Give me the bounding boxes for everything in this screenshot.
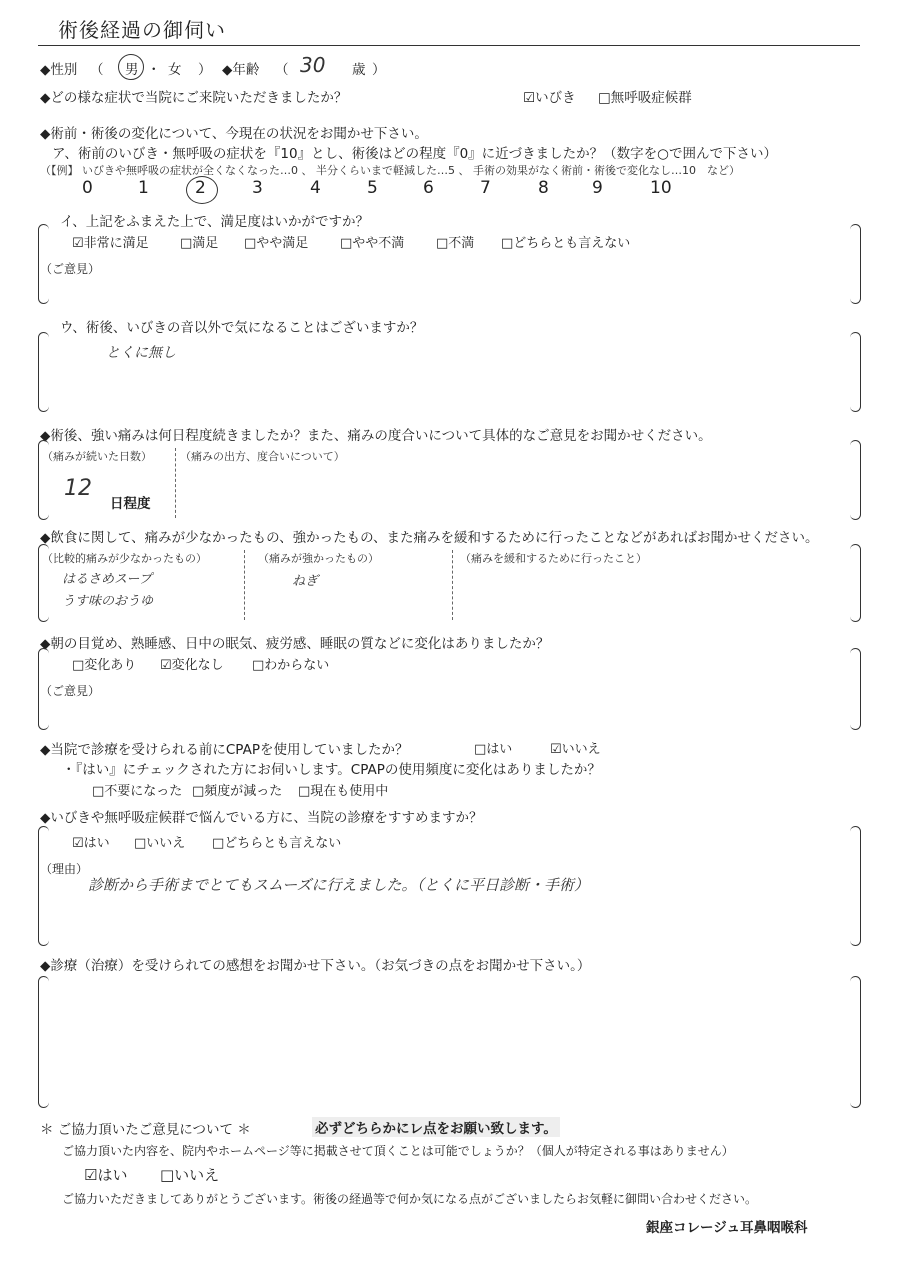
age-label: ◆年齢 xyxy=(222,62,260,78)
bracket-left xyxy=(38,332,49,412)
q8-answer-area[interactable] xyxy=(52,990,842,1094)
bracket-right xyxy=(850,332,861,412)
satisfaction-very-satisfied[interactable]: ☑非常に満足 xyxy=(72,236,149,251)
clinic-name: 銀座コレージュ耳鼻咽喉科 xyxy=(646,1220,808,1236)
q2-i-question: イ、上記をふまえた上で、満足度はいかがですか？ xyxy=(60,214,370,230)
q1-option-apnea[interactable]: □無呼吸症候群 xyxy=(598,90,692,106)
q2-u-question: ウ、術後、いびきの音以外で気になることはございますか？ xyxy=(60,320,424,336)
sex-dot: ・ xyxy=(147,62,161,78)
q6-option-no[interactable]: ☑いいえ xyxy=(550,742,601,757)
bracket-right xyxy=(850,976,861,1108)
scale-option-2[interactable]: 2 xyxy=(195,178,206,198)
q3-degree-label: （痛みの出方、度合いについて） xyxy=(180,450,345,463)
q3-days-value[interactable]: 12 xyxy=(64,476,92,501)
footer-note: ＊ ご協力頂いたご意見について ＊ xyxy=(40,1122,251,1138)
scale-option-8[interactable]: 8 xyxy=(538,178,549,198)
scale-option-4[interactable]: 4 xyxy=(310,178,321,198)
footer-consent-question: ご協力頂いた内容を、院内やホームページ等に掲載させて頂くことは可能でしょうか？（個人が特定される事はありません） xyxy=(62,1144,734,1158)
bracket-right xyxy=(850,544,861,622)
scale-option-0[interactable]: 0 xyxy=(82,178,93,198)
scale-option-6[interactable]: 6 xyxy=(423,178,434,198)
age-open-paren: （ xyxy=(275,62,289,78)
sex-close-paren: ） xyxy=(198,62,212,78)
sex-female-option[interactable]: 女 xyxy=(168,62,182,78)
scale-option-10[interactable]: 10 xyxy=(650,178,672,198)
satisfaction-dissatisfied[interactable]: □不満 xyxy=(436,236,475,251)
q7-option-neither[interactable]: □どちらとも言えない xyxy=(212,836,342,851)
q4-col1-label: （比較的痛みが少なかったもの） xyxy=(42,552,207,565)
q7-reason-label: （理由） xyxy=(40,862,89,876)
q7-option-no[interactable]: □いいえ xyxy=(134,836,186,851)
q5-option-no-change[interactable]: ☑変化なし xyxy=(160,658,224,673)
sex-label: ◆性別 xyxy=(40,62,78,78)
page-title: 術後経過の御伺い xyxy=(58,18,226,42)
bracket-right xyxy=(850,648,861,730)
q4-question: ◆飲食に関して、痛みが少なかったもの、強かったもの、また痛みを緩和するために行ったことなどがあればお聞かせください。 xyxy=(40,530,819,546)
q3-days-label: （痛みが続いた日数） xyxy=(42,450,152,463)
column-divider xyxy=(244,550,245,620)
q8-question: ◆診療（治療）を受けられての感想をお聞かせ下さい。（お気づきの点をお聞かせ下さい。） xyxy=(40,958,591,974)
q2-comment-label: （ご意見） xyxy=(40,262,101,276)
q6-option-yes[interactable]: □はい xyxy=(474,742,513,757)
q5-option-changed[interactable]: □変化あり xyxy=(72,658,137,673)
q1-option-snoring[interactable]: ☑いびき xyxy=(523,90,576,106)
q4-col3-label: （痛みを緩和するために行ったこと） xyxy=(460,552,647,565)
scale-option-3[interactable]: 3 xyxy=(252,178,263,198)
q2-example: （【例】 いびきや無呼吸の症状が全くなくなった…0 、 半分くらいまで軽減した…5 、 手術の効果がなく術前・術後で変化なし…10 など） xyxy=(40,164,740,177)
scale-option-9[interactable]: 9 xyxy=(592,178,603,198)
q4-col2-label: （痛みが強かったもの） xyxy=(258,552,379,565)
footer-consent-no[interactable]: □いいえ xyxy=(160,1166,220,1184)
q5-question: ◆朝の目覚め、熟睡感、日中の眠気、疲労感、睡眠の質などに変化はありましたか？ xyxy=(40,636,550,652)
q7-question: ◆いびきや無呼吸症候群で悩んでいる方に、当院の診療をすすめますか？ xyxy=(40,810,483,826)
q7-option-yes[interactable]: ☑はい xyxy=(72,836,110,851)
scale-option-7[interactable]: 7 xyxy=(480,178,491,198)
satisfaction-somewhat-dissatisfied[interactable]: □やや不満 xyxy=(340,236,405,251)
satisfaction-neither[interactable]: □どちらとも言えない xyxy=(501,236,631,251)
satisfaction-somewhat-satisfied[interactable]: □やや満足 xyxy=(244,236,309,251)
q5-option-unknown[interactable]: □わからない xyxy=(252,658,330,673)
q6-sub-question: ・『はい』にチェックされた方にお伺いします。CPAPの使用頻度に変化はありましたか？ xyxy=(62,762,601,778)
scale-circle-mark xyxy=(186,176,218,204)
age-unit: 歳 xyxy=(352,62,366,78)
bracket-left xyxy=(38,976,49,1108)
q2-heading: ◆術前・術後の変化について、今現在の状況をお聞かせ下さい。 xyxy=(40,126,428,142)
q6-sub-option-still-using[interactable]: □現在も使用中 xyxy=(298,784,389,799)
bracket-right xyxy=(850,826,861,946)
age-close-paren: ） xyxy=(372,62,386,78)
q7-reason-answer[interactable]: 診断から手術までとてもスムーズに行えました。（とくに平日診断・手術） xyxy=(88,876,590,894)
q4-col2-answer[interactable]: ねぎ xyxy=(292,574,319,589)
column-divider xyxy=(452,550,453,620)
q3-days-unit: 日程度 xyxy=(110,496,151,512)
q1-question: ◆どの様な症状で当院にご来院いただきましたか？ xyxy=(40,90,348,106)
q2-u-answer[interactable]: とくに無し xyxy=(106,345,176,361)
bracket-right xyxy=(850,440,861,520)
footer-note-emphasis: 必ずどちらかにレ点をお願い致します。 xyxy=(312,1117,560,1137)
column-divider xyxy=(175,448,176,518)
male-circle-mark xyxy=(118,54,144,80)
q6-sub-option-less-frequent[interactable]: □頻度が減った xyxy=(192,784,283,799)
sex-open-paren: （ xyxy=(90,62,104,78)
q6-question: ◆当院で診療を受けられる前にCPAPを使用していましたか？ xyxy=(40,742,409,758)
title-underline xyxy=(38,45,860,46)
age-value[interactable]: 30 xyxy=(300,53,326,77)
footer-consent-yes[interactable]: ☑はい xyxy=(84,1166,128,1184)
bracket-left xyxy=(38,826,49,946)
bracket-right xyxy=(850,224,861,304)
q6-sub-option-not-needed[interactable]: □不要になった xyxy=(92,784,183,799)
sex-male-option[interactable]: 男 xyxy=(125,62,139,78)
q3-question: ◆術後、強い痛みは何日程度続きましたか？また、痛みの度合いについて具体的なご意見をお聞かせください。 xyxy=(40,428,712,444)
q5-comment-label: （ご意見） xyxy=(40,684,101,698)
scale-option-1[interactable]: 1 xyxy=(138,178,149,198)
satisfaction-satisfied[interactable]: □満足 xyxy=(180,236,219,251)
q4-col1-answer-1[interactable]: はるさめスープ xyxy=(62,572,152,587)
footer-thanks: ご協力いただきましてありがとうございます。術後の経過等で何か気になる点がございましたらお気軽に御問い合わせください。 xyxy=(62,1192,758,1206)
q4-col1-answer-2[interactable]: うす味のおうゆ xyxy=(62,594,154,609)
scale-option-5[interactable]: 5 xyxy=(367,178,378,198)
q2-a-question: ア、術前のいびき・無呼吸の症状を『10』とし、術後はどの程度『0』に近づきましたか？（数字を○で囲んで下さい） xyxy=(52,146,777,162)
